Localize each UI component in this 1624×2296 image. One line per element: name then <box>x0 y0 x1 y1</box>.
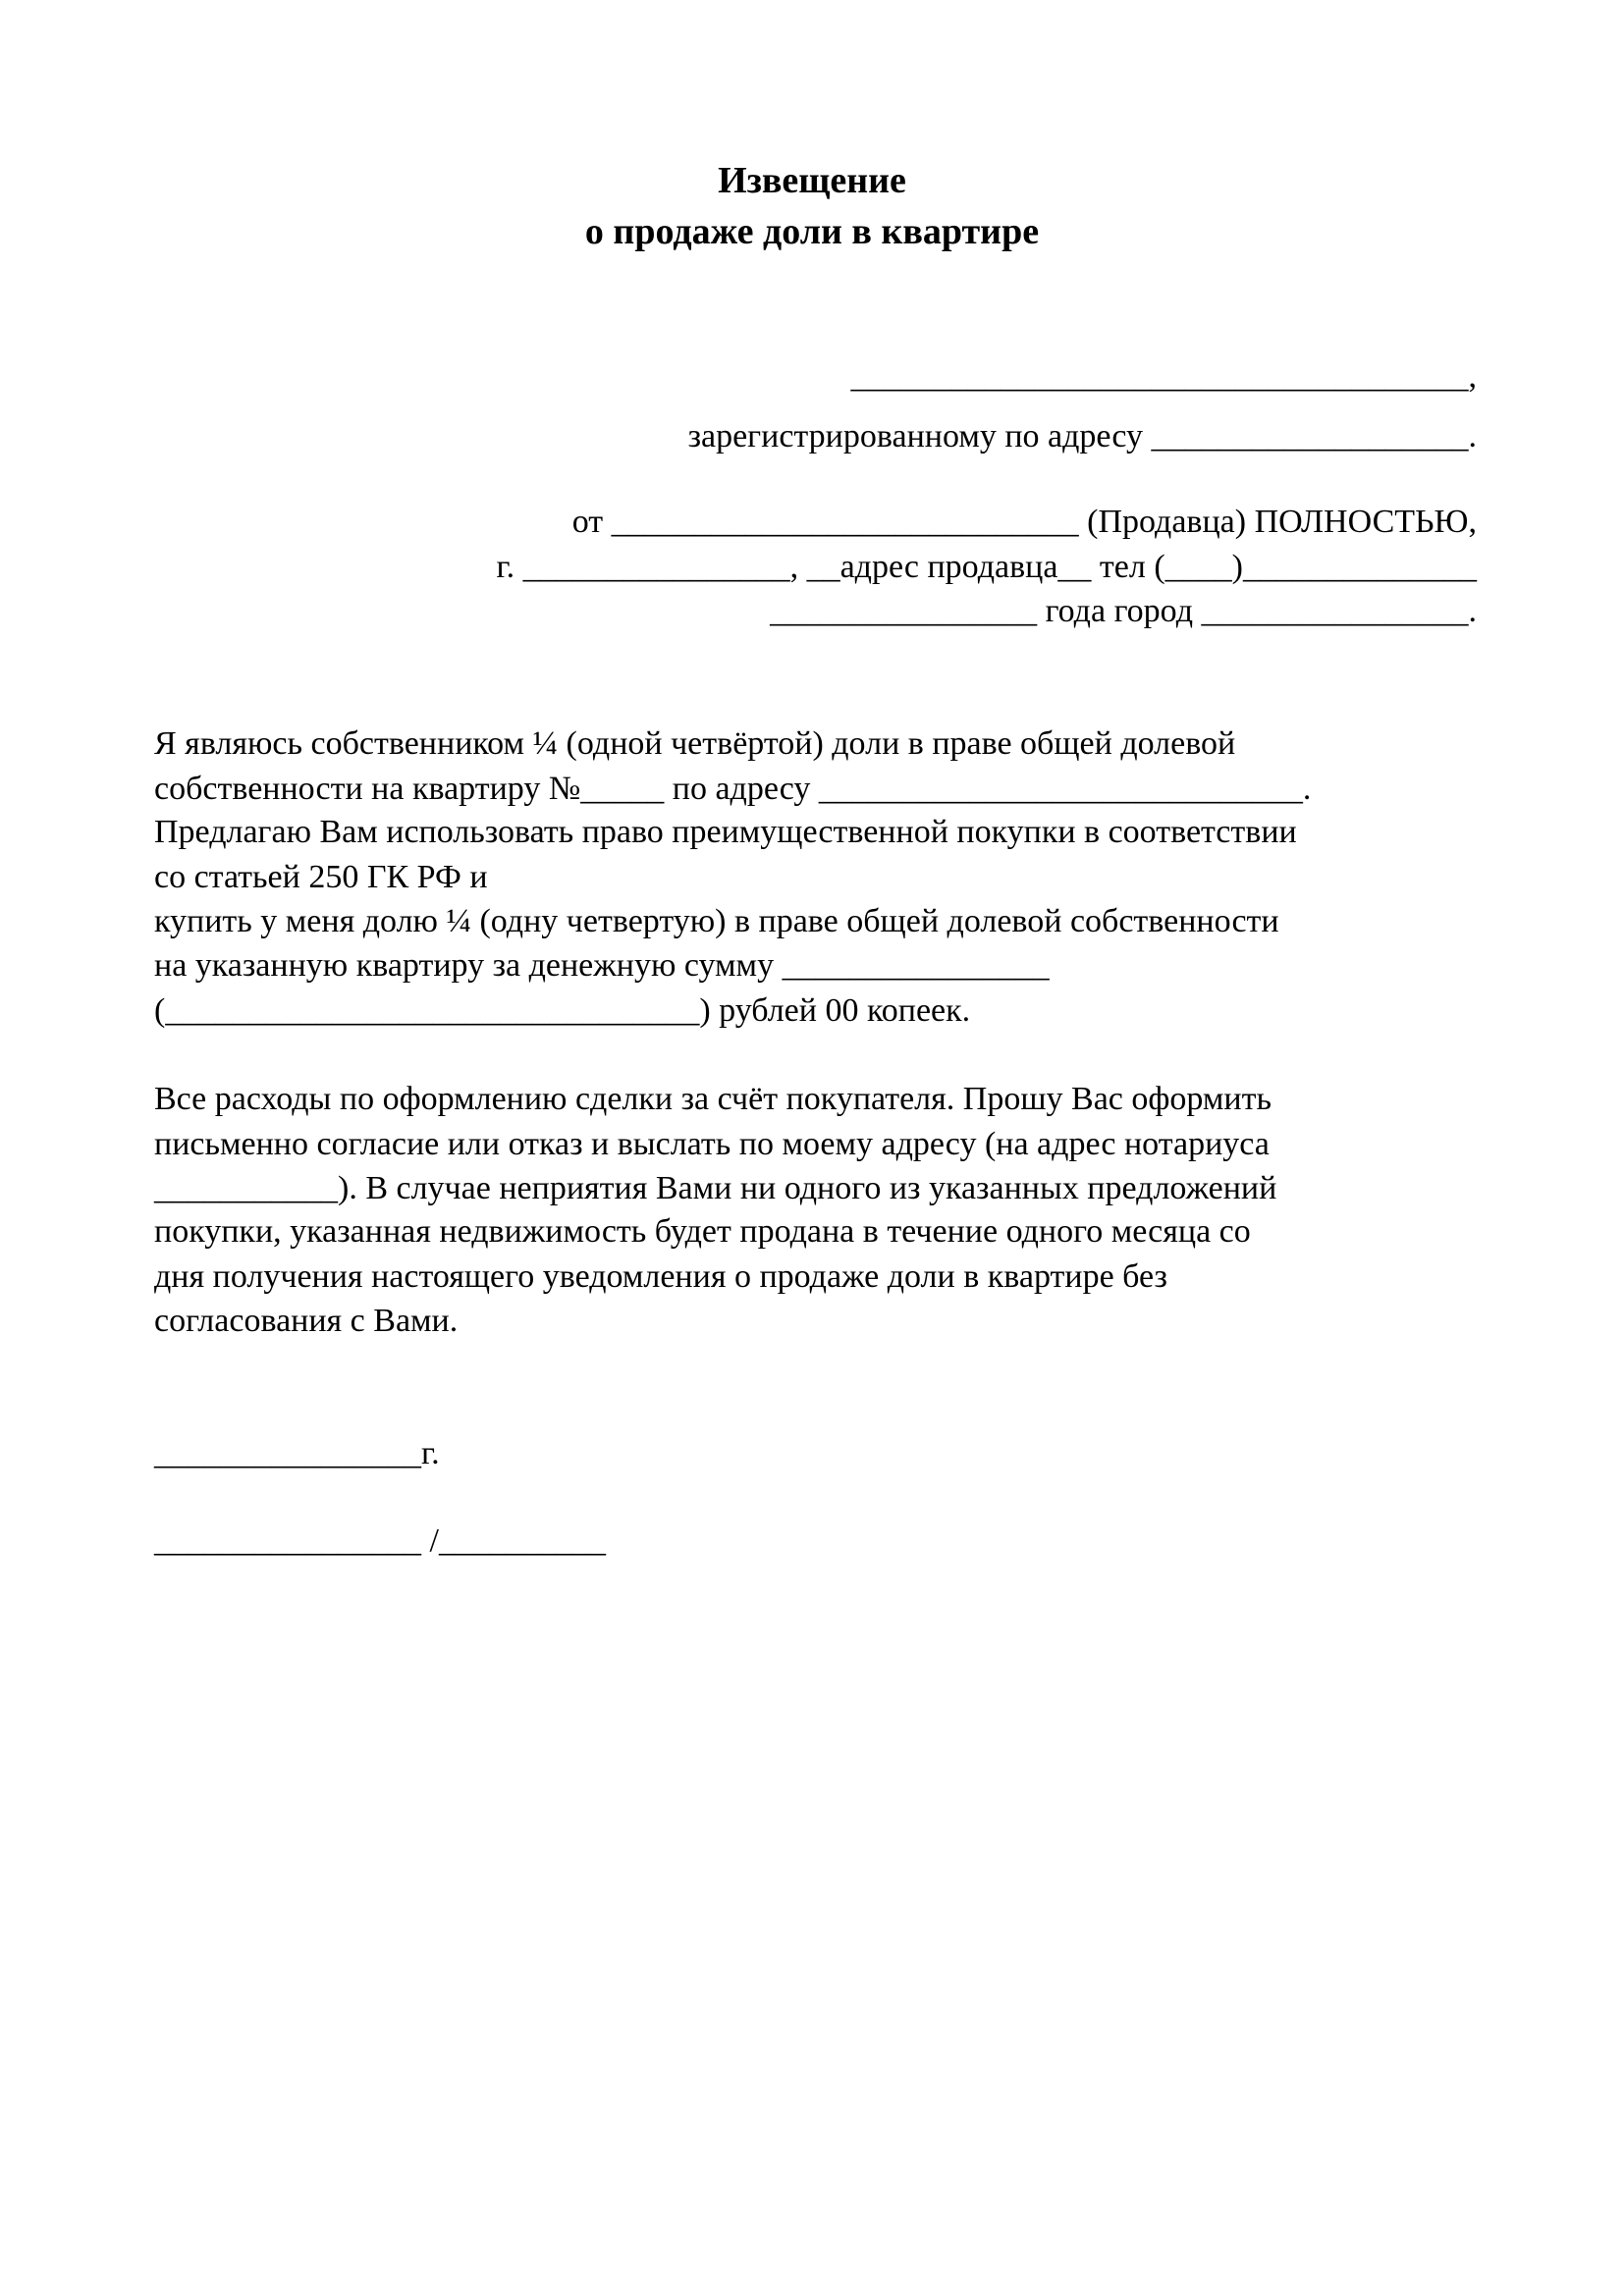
addressee-name-line: _____________________________________, <box>850 358 1477 395</box>
paragraph-1-line: со статьей 250 ГК РФ и <box>154 859 488 895</box>
paragraph-2-line: ___________). В случае неприятия Вами ни одного из указанных предложений <box>154 1170 1277 1206</box>
paragraph-1-line: Я являюсь собственником ¼ (одной четвёртой) доли в праве общей долевой <box>154 725 1236 762</box>
paragraph-1-line: купить у меня долю ¼ (одну четвертую) в праве общей долевой собственности <box>154 903 1279 939</box>
sender-address-line: г. ________________, __адрес продавца__ тел (____)______________ <box>496 549 1477 585</box>
paragraph-1-line: собственности на квартиру №_____ по адресу _____________________________. <box>154 771 1312 807</box>
paragraph-2-line: дня получения настоящего уведомления о продаже доли в квартире без <box>154 1258 1167 1295</box>
paragraph-2-line: согласования с Вами. <box>154 1303 459 1339</box>
document-subtitle: о продаже доли в квартире <box>584 211 1040 252</box>
date-line: ________________г. <box>154 1435 440 1471</box>
sender-name-line: от ____________________________ (Продавца) ПОЛНОСТЬЮ, <box>571 504 1477 540</box>
signature-line: ________________ /__________ <box>154 1522 606 1559</box>
paragraph-2-line: покупки, указанная недвижимость будет продана в течение одного месяца со <box>154 1213 1251 1250</box>
paragraph-2-line: письменно согласие или отказ и выслать по моему адресу (на адрес нотариуса <box>154 1126 1270 1162</box>
paragraph-2-line: Все расходы по оформлению сделки за счёт покупателя. Прошу Вас оформить <box>154 1081 1272 1117</box>
paragraph-1-line: (________________________________) рублей 00 копеек. <box>154 992 971 1029</box>
sender-date-line: ________________ года город ________________. <box>770 593 1477 629</box>
addressee-address-line: зарегистрированному по адресу ___________________. <box>687 418 1477 454</box>
paragraph-1-line: на указанную квартиру за денежную сумму ________________ <box>154 947 1050 984</box>
paragraph-1-line: Предлагаю Вам использовать право преимущественной покупки в соответствии <box>154 814 1297 850</box>
document-title: Извещение <box>718 160 906 201</box>
